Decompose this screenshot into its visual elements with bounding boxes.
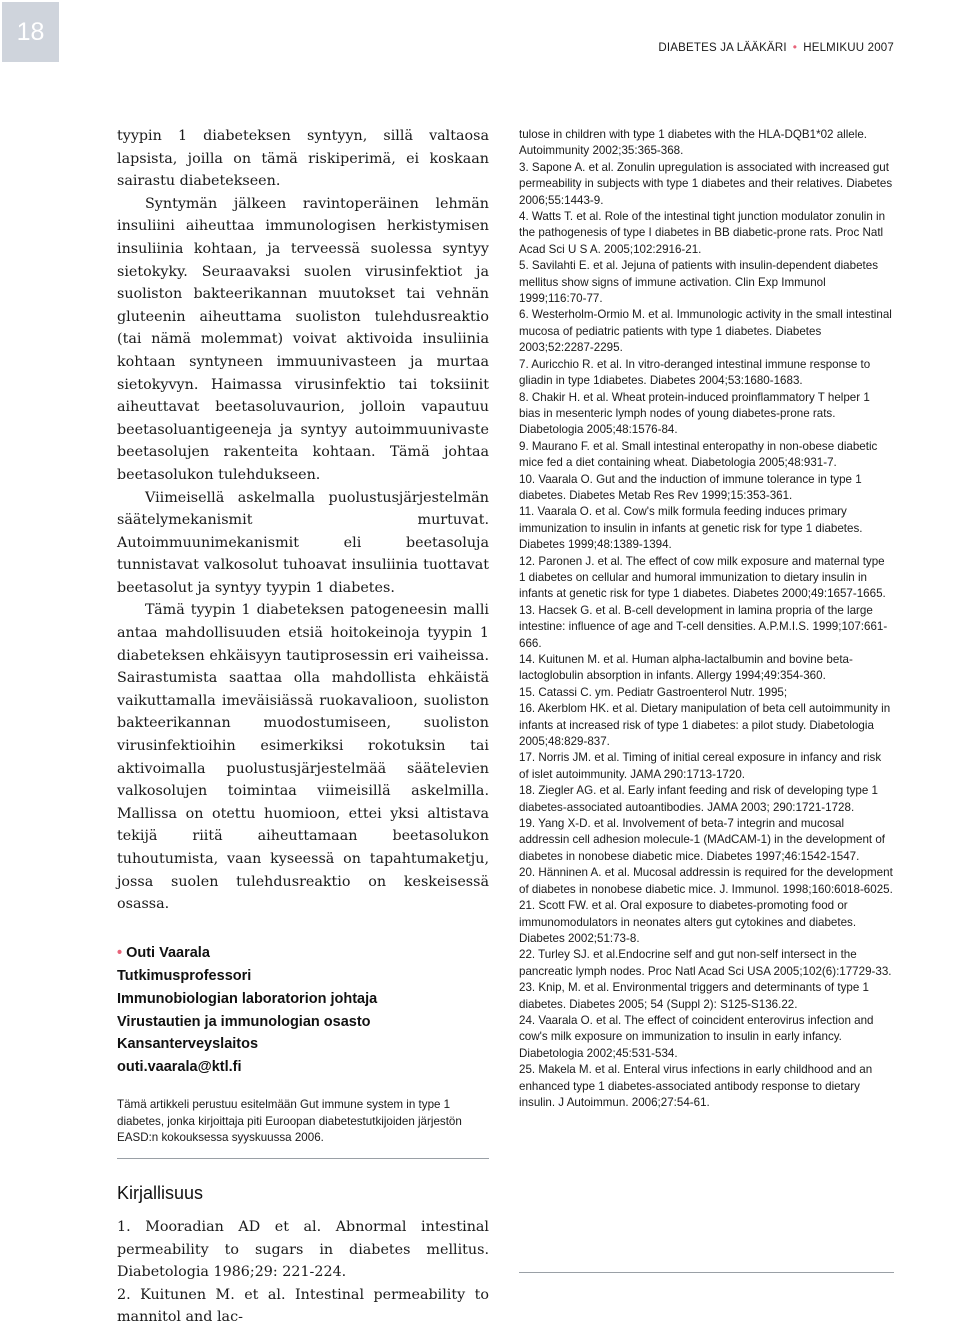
reference-item: 18. Ziegler AG. et al. Early infant feeding and risk of developing type 1 diabetes-associated autoantibodies. JAMA 2003; 290:1721-1728.	[519, 784, 878, 814]
author-name: Outi Vaarala	[126, 944, 210, 961]
reference-item: 21. Scott FW. et al. Oral exposure to diabetes-promoting food or immunomodulators in neonates alters gut cytokines and diabetes. Diabetes 2002;51:73-8.	[519, 899, 857, 945]
reference-item: 15. Catassi C. ym. Pediatr Gastroenterol Nutr. 1995;	[519, 685, 788, 699]
body-paragraph: Viimeisellä askelmalla puolustusjärjestelmän säätelymekanismit murtuvat. Autoimmuunimekanismit eli beetasoluja tunnistavat valkosolut tuhoavat insuliinia tuottavat beetasolut ja syntyy tyypin 1 diabetes.	[117, 489, 489, 596]
bullet-separator: •	[792, 40, 798, 54]
reference-item: 13. Hacsek G. et al. B-cell development in lamina propria of the large intestine: influence of age and T-cell densities. A.P.M.I.S. 1999;107:661-666.	[519, 603, 888, 650]
reference-item: 19. Yang X-D. et al. Involvement of beta-7 integrin and mucosal addressin cell adhesion molecule-1 (MAdCAM-1) in the development of diabetes in nonobese diabetic mice. Diabetes 1997;46:1542-1547.	[519, 817, 886, 863]
references-heading: Kirjallisuus	[117, 1183, 204, 1204]
article-note: Tämä artikkeli perustuu esitelmään Gut immune system in type 1 diabetes, jonka kirjoittaja piti Euroopan diabetestutkijoiden järjestön EASD:n kokouksessa syyskuussa 2006.	[117, 1098, 462, 1144]
body-paragraph: Tämä tyypin 1 diabeteksen patogeneesin malli antaa mahdollisuuden etsiä hoitokeinoja tyypin 1 diabeteksen ehkäisyyn tautiprosessin eri vaiheissa. Sairastumista saattaa olla mahdollista ehkäistä vaikuttamalla imeväisiässä ruokavalioon, suoliston bakteerikannan muodostumiseen, suoliston virusinfektioihin esimerkiksi rokotuksin tai aktivoimalla puolustusjärjestelmää säätelevien valkosolujen toimintaa viimeisillä askelmilla. Mallissa on otettu huomioon, ettei yksi altistava tekijä riitä aiheuttamaan beetasolukon tuhoutumista, vaan kyseessä on tapahtumaketju, jossa suolen tulehdusreaktio on keskeisessä osassa.	[117, 602, 489, 913]
author-email: outi.vaarala@ktl.fi	[117, 1059, 242, 1076]
article-body	[117, 125, 489, 916]
reference-item: 3. Sapone A. et al. Zonulin upregulation is associated with increased gut permeability in subjects with type 1 diabetes and their relatives. Diabetes 2006;55:1443-9.	[519, 160, 893, 207]
reference-item: 24. Vaarala O. et al. The effect of coincident enterovirus infection and cow's milk exposure on immunization to insulin in early infancy. Diabetologia 2002;45:531-534.	[519, 1013, 874, 1060]
reference-item: 23. Knip, M. et al. Environmental triggers and determinants of type 1 diabetes. Diabetes 2005; 54 (Suppl 2): S125-S136.22.	[519, 981, 869, 1011]
reference-item: 22. Turley SJ. et al.Endocrine self and gut non-self intersect in the pancreatic lymph nodes. Proc Natl Acad Sci USA 2005;102(6):17729-33.	[519, 948, 892, 978]
journal-name: DIABETES JA LÄÄKÄRI	[658, 42, 787, 54]
reference-item: 1. Mooradian AD et al. Abnormal intestinal permeability to sugars in diabetes mellitus. Diabetologia 1986;29: 221-224.	[117, 1219, 489, 1281]
reference-item: 9. Maurano F. et al. Small intestinal enteropathy in non-obese diabetic mice fed a diet containing wheat. Diabetologia 2005;48:931-7.	[519, 439, 878, 470]
reference-item: 11. Vaarala O. et al. Cow's milk formula feeding induces primary immunization to insulin in infants at genetic risk for type 1 diabetes. Diabetes 1999;48:1389-1394.	[519, 505, 863, 552]
body-paragraph: tyypin 1 diabeteksen syntyyn, sillä valtaosa lapsista, joilla on tämä riskiperimä, ei koskaan sairastu diabetekseen.	[117, 128, 489, 190]
author-lab: Immunobiologian laboratorion johtaja	[117, 990, 378, 1007]
divider	[117, 1158, 489, 1159]
reference-item: 20. Hänninen A. et al. Mucosal addressin is required for the development of diabetes in nonobese diabetic mice. J. Immunol. 1998;160:6018-6025.	[519, 866, 893, 896]
author-institute: Kansanterveyslaitos	[117, 1036, 259, 1053]
reference-item: 12. Paronen J. et al. The effect of cow milk exposure and maternal type 1 diabetes on cellular and humoral immunization to dietary insulin in infants at genetic risk for type 1 diabetes. Diabetes 2000;49:1657-1665.	[519, 554, 886, 601]
reference-item: 25. Makela M. et al. Enteral virus infections in early childhood and an enhanced type 1 diabetes-associated antibody response to dietary insulin. J Autoimmun. 2006;27:54-61.	[519, 1063, 873, 1109]
author-title: Tutkimusprofessori	[117, 967, 252, 984]
references-list-left	[117, 1216, 489, 1329]
references-list-right	[519, 127, 894, 1111]
reference-item: 14. Kuitunen M. et al. Human alpha-lactalbumin and bovine beta-lactoglobulin absorption in infants. Allergy 1994;49:354-360.	[519, 653, 853, 683]
author-block	[117, 942, 489, 1079]
reference-item: 2. Kuitunen M. et al. Intestinal permeability to mannitol and lac-	[117, 1286, 489, 1326]
reference-item: 6. Westerholm-Ormio M. et al. Immunologic activity in the small intestinal mucosa of pediatric patients with type 1 diabetes. Diabetes 2003;52:2287-2295.	[519, 308, 892, 355]
running-header	[658, 40, 894, 54]
reference-item: 8. Chakir H. et al. Wheat protein-induced proinflammatory T helper 1 bias in mesenteric lymph nodes of young diabetes-prone rats. Diabetologia 2005;48:1576-84.	[519, 390, 870, 437]
bullet-icon: •	[117, 944, 123, 961]
reference-item: 17. Norris JM. et al. Timing of initial cereal exposure in infancy and risk of islet autoimmunity. JAMA 290:1713-1720.	[519, 751, 882, 781]
bottom-divider	[519, 1272, 894, 1273]
issue-date: HELMIKUU 2007	[803, 42, 894, 54]
page-number: 18	[2, 2, 59, 62]
body-paragraph: Syntymän jälkeen ravintoperäinen lehmän insuliini aiheuttaa immunologisen herkistymisen insuliinia kohtaan, ja terveessä suolessa syntyy sietokyky. Seuraavaksi suolen virusinfektiot ja suoliston bakteerikannan muutokset tai vehnän gluteenin aiheuttama suoliston tulehdusreaktio (tai nämä molemmat) voivat aktivoida insuliinia kohtaan syntyneen immuunivasteen ja murtaa sietokyvyn. Haimassa virusinfektio tai toksiinit aiheuttavat beetasoluvaurion, jolloin vapautuu beetasoluantigeeneja ja syntyy autoimmuunivaste beetasolujen rakenteita kohtaan. Tämä johtaa beetasolukon tulehdukseen.	[117, 195, 489, 483]
reference-item: 7. Auricchio R. et al. In vitro-deranged intestinal immune response to gliadin in type 1diabetes. Diabetes 2004;53:1680-1683.	[519, 357, 871, 388]
reference-item: 16. Akerblom HK. et al. Dietary manipulation of beta cell autoimmunity in infants at increased risk of type 1 diabetes: a pilot study. Diabetologia 2005;48:829-837.	[519, 702, 891, 749]
reference-item: 10. Vaarala O. Gut and the induction of immune tolerance in type 1 diabetes. Diabetes Metab Res Rev 1999;15:353-361.	[519, 472, 862, 502]
reference-item: 5. Savilahti E. et al. Jejuna of patients with insulin-dependent diabetes mellitus show signs of immune activation. Clin Exp Immunol 1999;116:70-77.	[519, 259, 878, 306]
author-department: Virustautien ja immunologian osasto	[117, 1013, 371, 1030]
left-column	[117, 125, 489, 1329]
reference-item: tulose in children with type 1 diabetes with the HLA-DQB1*02 allele. Autoimmunity 2002;35:365-368.	[519, 128, 868, 158]
reference-item: 4. Watts T. et al. Role of the intestinal tight junction modulator zonulin in the pathogenesis of type I diabetes in BB diabetic-prone rats. Proc Natl Acad Sci U S A. 2005;102:2916-21.	[519, 210, 886, 256]
